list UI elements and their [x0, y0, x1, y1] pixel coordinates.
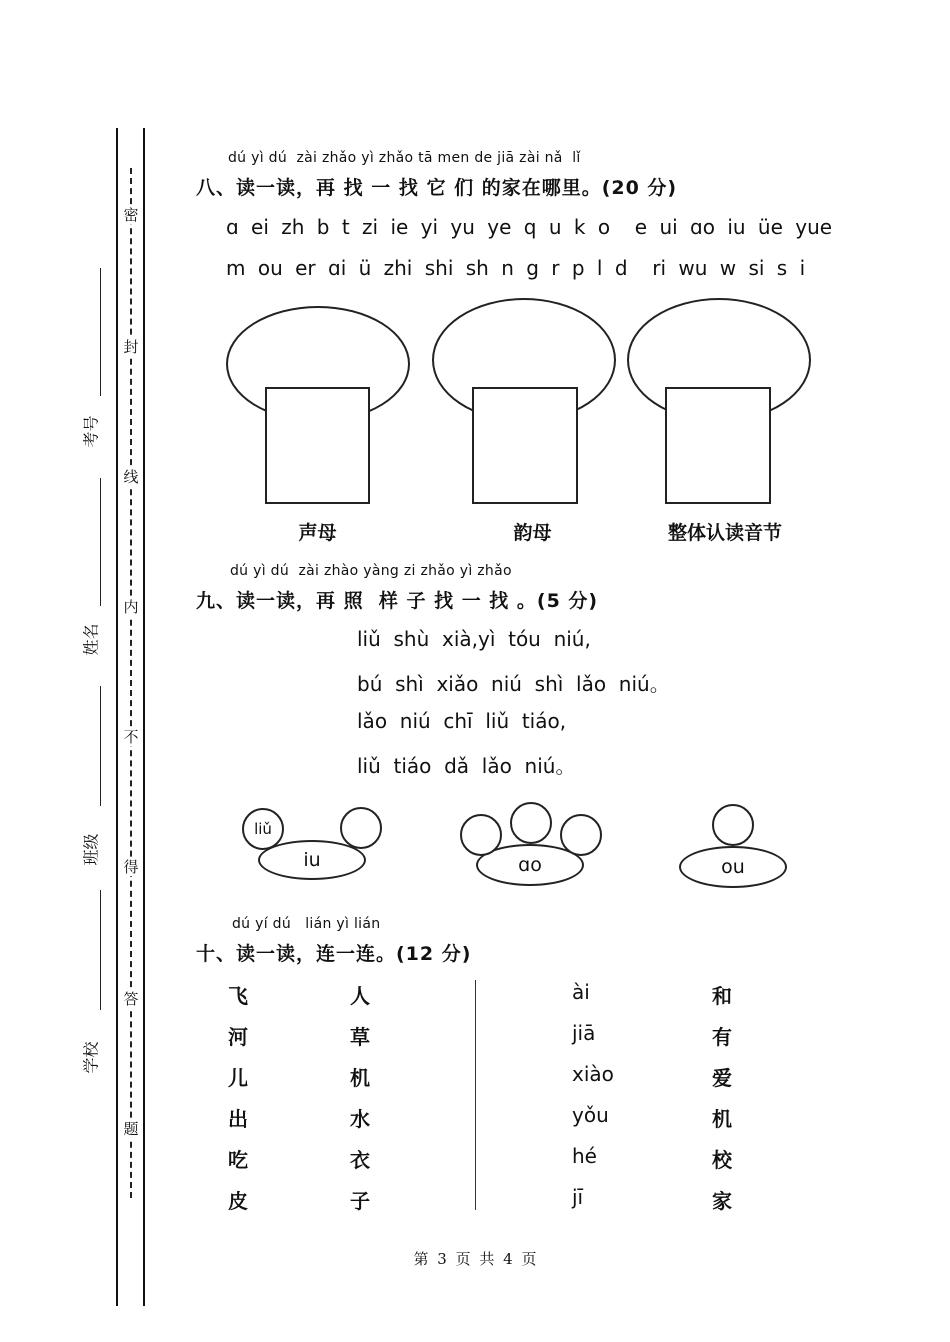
margin-rule-right: [143, 128, 145, 1306]
match-right-char[interactable]: 爱: [712, 1066, 732, 1090]
exam-number-line: [100, 268, 101, 396]
seal-char: 封: [123, 338, 139, 356]
match-left-pair[interactable]: 草: [350, 1025, 370, 1049]
example-syllable: liǔ: [254, 820, 272, 838]
answer-circle[interactable]: [340, 807, 382, 849]
poem-line: liǔ shù xià,yì tóu niú,: [357, 627, 591, 651]
match-left-pair[interactable]: 人: [350, 984, 370, 1008]
match-left-char[interactable]: 儿: [228, 1066, 248, 1090]
poem-line: liǔ tiáo dǎ lǎo niú。: [357, 754, 576, 778]
category-label-whole-syllables: 整体认读音节: [667, 522, 782, 544]
final-oval-ou: [679, 846, 787, 888]
q8-letters-row1: ɑ ei zh b t zi ie yi yu ye q u k o e ui ɑo iu üe yue: [226, 215, 833, 239]
matching-divider: [475, 980, 476, 1210]
answer-circle[interactable]: [712, 804, 754, 846]
class-label: 班级: [81, 833, 101, 866]
final-label: ɑo: [518, 854, 542, 876]
q8-pinyin: dú yì dú zài zhǎo yì zhǎo tā men de jiā zài nǎ lǐ: [228, 150, 581, 166]
match-pinyin[interactable]: jī: [572, 1185, 584, 1209]
match-right-char[interactable]: 家: [712, 1189, 732, 1213]
match-left-char[interactable]: 飞: [228, 984, 248, 1008]
answer-box-finals[interactable]: [472, 387, 578, 504]
q10-heading: 十、读一读，连一连。(12 分): [196, 943, 472, 965]
answer-circle[interactable]: [560, 814, 602, 856]
match-pinyin[interactable]: xiào: [572, 1062, 614, 1086]
category-label-initials: 声母: [298, 522, 337, 544]
category-label-finals: 韵母: [513, 522, 552, 544]
match-left-char[interactable]: 皮: [228, 1189, 248, 1213]
name-line-lower: [100, 686, 101, 806]
answer-box-whole-syllables[interactable]: [665, 387, 771, 504]
seal-char: 答: [123, 990, 139, 1008]
match-left-char[interactable]: 出: [228, 1107, 248, 1131]
exam-number-label: 考号: [81, 415, 101, 448]
q8-heading: 八、读一读，再 找 一 找 它 们 的家在哪里。(20 分): [196, 177, 678, 199]
seal-char: 内: [123, 598, 139, 616]
match-left-char[interactable]: 河: [228, 1025, 248, 1049]
answer-box-initials[interactable]: [265, 387, 370, 504]
match-pinyin[interactable]: yǒu: [572, 1103, 609, 1127]
match-left-char[interactable]: 吃: [228, 1148, 248, 1172]
match-left-pair[interactable]: 水: [350, 1107, 370, 1131]
q10-pinyin: dú yí dú lián yì lián: [232, 916, 381, 932]
match-pinyin[interactable]: ài: [572, 980, 590, 1004]
seal-char: 得: [123, 858, 139, 876]
answer-circle[interactable]: [510, 802, 552, 844]
match-left-pair[interactable]: 衣: [350, 1148, 370, 1172]
match-pinyin[interactable]: jiā: [572, 1021, 596, 1045]
margin-rule-left: [116, 128, 118, 1306]
seal-line: [130, 168, 132, 1198]
match-left-pair[interactable]: 机: [350, 1066, 370, 1090]
seal-char: 密: [123, 206, 139, 224]
match-right-char[interactable]: 机: [712, 1107, 732, 1131]
q8-letters-row2: m ou er ɑi ü zhi shi sh n g r p l d ri wu w si s i: [226, 256, 806, 280]
final-label: iu: [303, 849, 321, 871]
q9-pinyin: dú yì dú zài zhào yàng zi zhǎo yì zhǎo: [230, 563, 512, 579]
match-right-char[interactable]: 校: [712, 1148, 732, 1172]
name-line: [100, 478, 101, 606]
match-left-pair[interactable]: 子: [350, 1189, 370, 1213]
school-label: 学校: [81, 1041, 101, 1074]
seal-char: 不: [123, 728, 139, 746]
seal-char: 题: [123, 1120, 139, 1138]
seal-char: 线: [123, 468, 139, 486]
match-pinyin[interactable]: hé: [572, 1144, 597, 1168]
answer-circle[interactable]: [460, 814, 502, 856]
example-circle: [242, 808, 284, 850]
poem-line: bú shì xiǎo niú shì lǎo niú。: [357, 672, 670, 696]
poem-line: lǎo niú chī liǔ tiáo,: [357, 709, 567, 733]
match-right-char[interactable]: 有: [712, 1025, 732, 1049]
page-footer: 第 3 页 共 4 页: [413, 1250, 537, 1268]
name-label: 姓名: [81, 623, 101, 656]
class-line: [100, 890, 101, 1010]
final-label: ou: [721, 856, 745, 878]
q9-heading: 九、读一读，再 照 样 子 找 一 找 。(5 分): [196, 590, 599, 612]
match-right-char[interactable]: 和: [712, 984, 732, 1008]
